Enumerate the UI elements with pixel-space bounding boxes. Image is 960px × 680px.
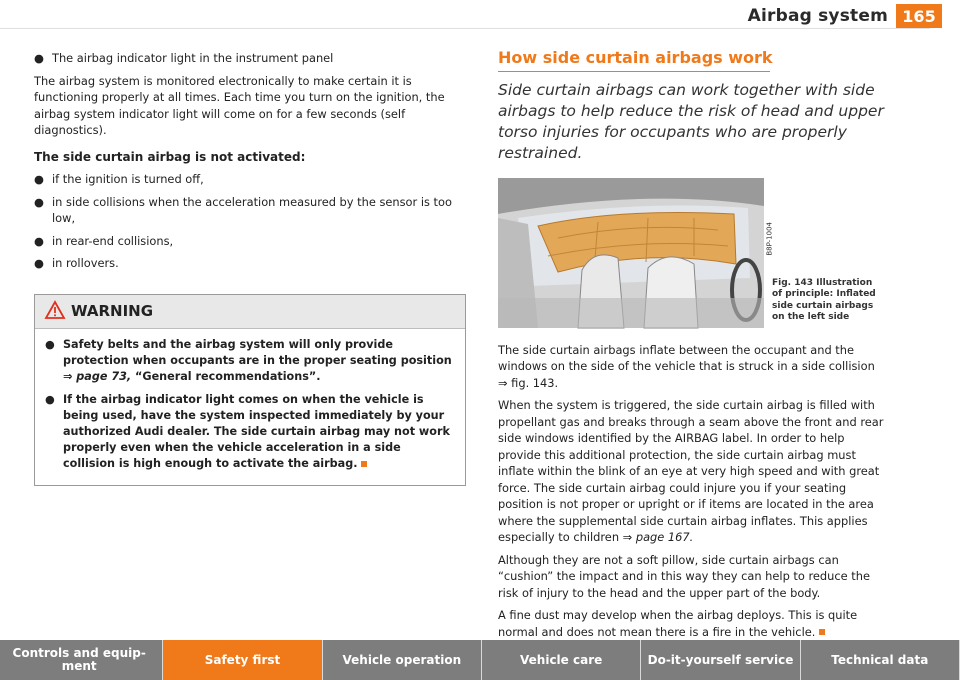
end-mark-icon <box>819 629 825 635</box>
tab-do-it-yourself-service[interactable]: Do-it-yourself service <box>641 640 800 680</box>
paragraph: The side curtain airbags inflate between the occupant and the windows on the side of the vehicle that is struck in a side collision ⇒ fig. 143. <box>498 342 875 390</box>
bullet-icon: ● <box>45 338 55 351</box>
list-item: ● if the ignition is turned off, <box>34 172 204 186</box>
bullet-icon: ● <box>34 194 44 209</box>
list-item: ● If the airbag indicator light comes on when the vehicle is being used, have the system inspected immediately by your authorized Audi dealer. The side curtain airbag may not work properly even when the vehicle acceleration in a side collision is high enough to activate the airbag. <box>45 392 455 473</box>
section-title: How side curtain airbags work <box>498 48 773 67</box>
intro-text: Side curtain airbags can work together with side airbags to help reduce the risk of head and upper torso injuries for occupants who are properly restrained. <box>498 80 884 162</box>
list-item: ● in rollovers. <box>34 256 119 270</box>
tab-technical-data[interactable]: Technical data <box>801 640 960 680</box>
page-reference-link[interactable]: ⇒ page 167. <box>622 530 694 544</box>
bullet-icon: ● <box>34 51 44 65</box>
tab-vehicle-operation[interactable]: Vehicle operation <box>323 640 482 680</box>
right-column <box>498 50 886 646</box>
list-item: ● in side collisions when the acceleration measured by the sensor is too low, <box>34 194 452 225</box>
paragraph: A fine dust may develop when the airbag deploys. This is quite normal and does not mean there is a fire in the vehicle. <box>498 608 858 639</box>
bullet-icon: ● <box>34 256 44 270</box>
page-header-title: Airbag system <box>747 6 888 26</box>
tab-vehicle-care[interactable]: Vehicle care <box>482 640 641 680</box>
left-column <box>34 50 468 486</box>
bullet-icon: ● <box>34 233 44 248</box>
figure <box>498 178 886 328</box>
section-rule <box>498 71 770 72</box>
paragraph: The airbag system is monitored electronically to make certain it is functioning properly at all times. Each time you turn on the ignition, the airbag system indicator light will come on for a few seconds (self diagnostics). <box>34 73 445 137</box>
page-reference-link[interactable]: ⇒ page 73, <box>63 370 132 384</box>
figure-code: B8P-1004 <box>766 221 774 256</box>
not-activated-heading: The side curtain airbag is not activated: <box>34 149 306 164</box>
warning-title: WARNING <box>71 302 154 320</box>
end-mark-icon <box>361 461 367 467</box>
airbag-illustration <box>498 178 774 328</box>
bullet-icon: ● <box>45 392 55 406</box>
tab-controls-and-equipment[interactable]: Controls and equip-ment <box>0 640 163 680</box>
page-number-badge: 165 <box>896 4 942 28</box>
bullet-icon: ● <box>34 172 44 186</box>
header-rule <box>0 28 930 29</box>
warning-triangle-icon <box>45 301 65 323</box>
list-item: ● The airbag indicator light in the instrument panel <box>34 51 334 65</box>
paragraph: When the system is triggered, the side curtain airbag is filled with propellant gas and breaks through a seam above the front and rear side windows identified by the AIRBAG label. In order to help provide this additional protection, the side curtain airbag must inflate within the blink of an eye at very high speed and with great force. The side curtain airbag could injure you if your seating position is not proper or upright or if items are located in the area where the supplemental side curtain airbag inflates. This applies especially to children ⇒ page 167. <box>498 398 884 544</box>
warning-header <box>35 295 465 330</box>
tab-safety-first[interactable]: Safety first <box>163 640 322 680</box>
warning-box <box>34 294 466 486</box>
warning-body <box>35 329 465 485</box>
list-item: ● Safety belts and the airbag system will only provide protection when occupants are in the proper seating position ⇒ page 73, “General recommendations”. <box>45 337 455 386</box>
figure-caption: Fig. 143 Illustration of principle: Inflated side curtain airbags on the left side <box>772 277 876 322</box>
chapter-nav-bar <box>0 640 960 680</box>
paragraph: Although they are not a soft pillow, side curtain airbags can “cushion” the impact and in this way they can help to reduce the risk of injury to the head and the upper part of the body. <box>498 552 870 600</box>
list-item: ● in rear-end collisions, <box>34 233 174 248</box>
